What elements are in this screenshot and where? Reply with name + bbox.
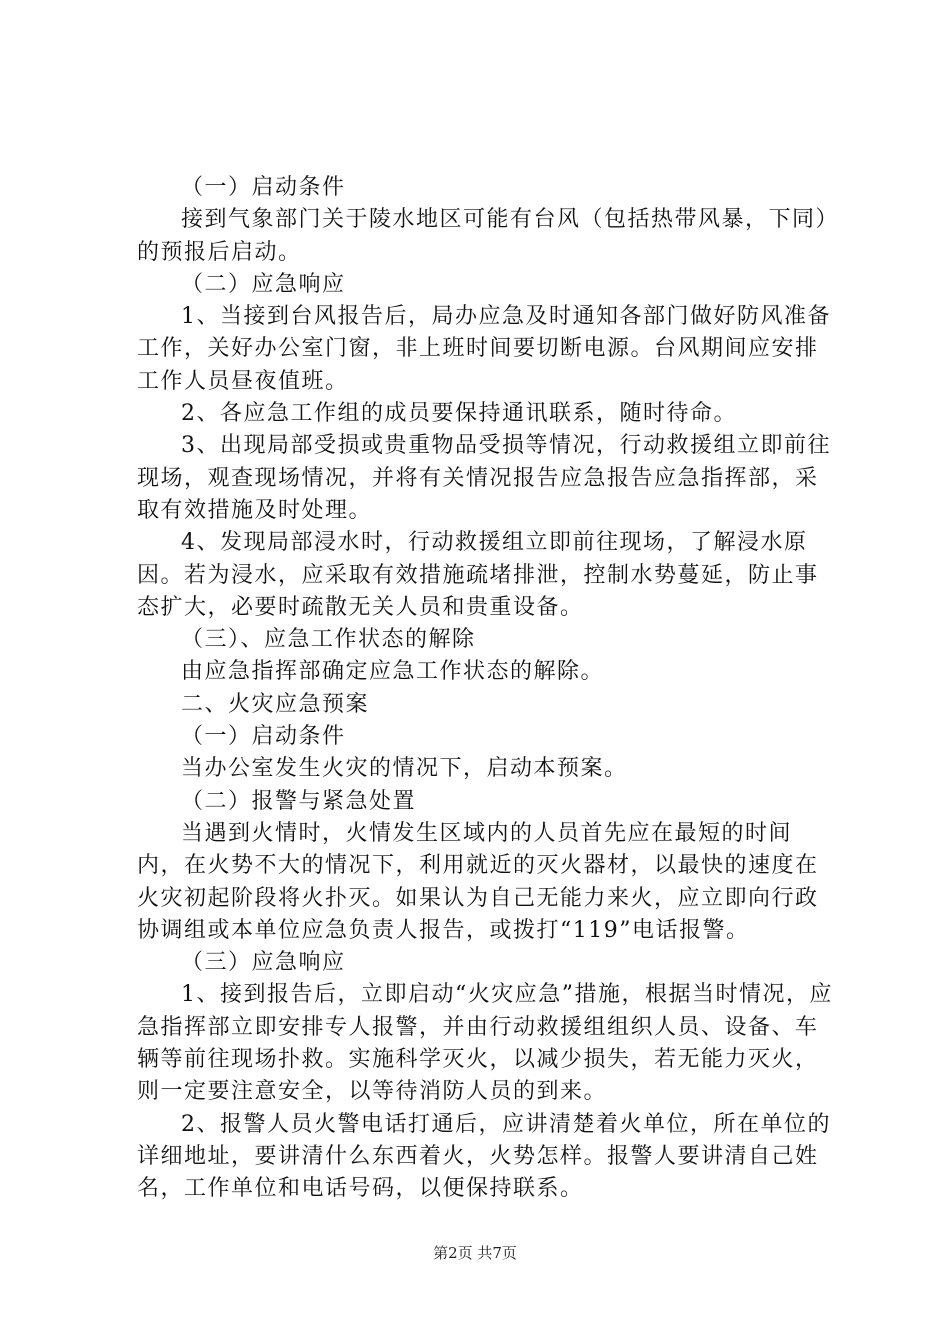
paragraph: 2、各应急工作组的成员要保持通讯联系，随时待命。 xyxy=(181,401,737,427)
paragraph: 由应急指挥部确定应急工作状态的解除。 xyxy=(181,659,605,685)
section-heading-alarm: （二）报警与紧急处置 xyxy=(181,788,417,814)
section-heading-emergency-response: （三）应急响应 xyxy=(181,950,346,976)
document-body xyxy=(137,172,837,1206)
paragraph: 1、当接到台风报告后，局办应急及时通知各部门做好防风准备工作，关好办公室门窗，非上班时间要切断电源。台风期间应安排工作人员昼夜值班。 xyxy=(137,304,831,394)
section-heading-release: （三）、应急工作状态的解除 xyxy=(181,627,476,653)
section-heading-start-conditions: （一）启动条件 xyxy=(181,175,346,200)
paragraph: 接到气象部门关于陵水地区可能有台风（包括热带风暴，下同）的预报后启动。 xyxy=(137,207,829,265)
page-footer xyxy=(0,1243,950,1263)
page-number-label: 第2页 共7页 xyxy=(433,1244,517,1262)
paragraph: 4、发现局部浸水时，行动救援组立即前往现场，了解浸水原因。若为浸水，应采取有效措施疏堵排泄，控制水势蔓延，防止事态扩大，必要时疏散无关人员和贵重设备。 xyxy=(137,530,819,620)
paragraph: 当遇到火情时，火情发生区域内的人员首先应在最短的时间内，在火势不大的情况下，利用就近的灭火器材，以最快的速度在火灾初起阶段将火扑灭。如果认为自己无能力来火，应立即向行政协调组或本单位应急负责人报告，或拨打“119”电话报警。 xyxy=(137,820,819,943)
chapter-heading-fire-plan: 二、火灾应急预案 xyxy=(181,691,370,717)
section-heading-start-conditions: （一）启动条件 xyxy=(181,724,346,750)
paragraph: 1、接到报告后，立即启动“火灾应急”措施，根据当时情况，应急指挥部立即安排专人报警，并由行动救援组组织人员、设备、车辆等前往现场扑救。实施科学灭火，以减少损失，若无能力灭火，则一定要注意安全，以等待消防人员的到来。 xyxy=(137,982,833,1105)
section-heading-emergency-response: （二）应急响应 xyxy=(181,271,346,297)
paragraph: 当办公室发生火灾的情况下，启动本预案。 xyxy=(181,756,628,782)
paragraph: 3、出现局部受损或贵重物品受损等情况，行动救援组立即前往现场，观查现场情况，并将有关情况报告应急报告应急指挥部，采取有效措施及时处理。 xyxy=(137,433,831,523)
paragraph: 2、报警人员火警电话打通后，应讲清楚着火单位，所在单位的详细地址，要讲清什么东西着火，火势怎样。报警人要讲清自己姓名，工作单位和电话号码，以便保持联系。 xyxy=(137,1111,831,1202)
